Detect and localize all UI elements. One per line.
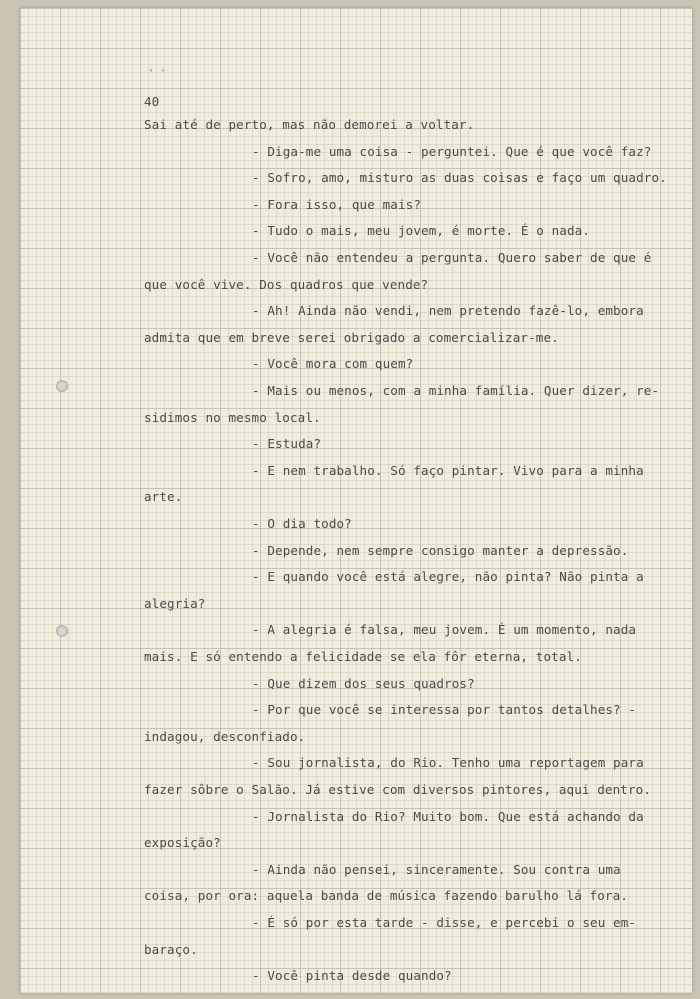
text-line: - A alegria é falsa, meu jovem. É um momento, nada — [252, 622, 637, 638]
text-line: - O dia todo? — [252, 516, 352, 531]
text-line: - Sou jornalista, do Rio. Tenho uma reportagem para — [252, 755, 644, 771]
text-line: exposição? — [144, 835, 221, 851]
page-number: 40 — [144, 94, 160, 109]
text-line: Sai até de perto, mas não demorei a voltar. — [144, 117, 475, 132]
text-line: - Você pinta desde quando? — [252, 968, 452, 984]
text-line: - Tudo o mais, meu jovem, é morte. É o nada. — [252, 223, 591, 239]
text-line: - Jornalista do Rio? Muito bom. Que está achando da — [252, 808, 644, 824]
text-line: - Mais ou menos, com a minha família. Quer dizer, re- — [252, 383, 660, 398]
page-mark: ' ' — [148, 68, 167, 79]
text-line: - E nem trabalho. Só faço pintar. Vivo para a minha — [252, 462, 644, 478]
punch-hole — [56, 625, 68, 637]
text-line: - É só por esta tarde - disse, e percebi o seu em- — [252, 915, 637, 930]
punch-hole — [56, 380, 68, 392]
text-line: coisa, por ora: aquela banda de música fazendo barulho lá fora. — [144, 888, 628, 904]
text-line: que você vive. Dos quadros que vende? — [144, 276, 429, 292]
text-line: fazer sôbre o Salão. Já estive com diversos pintores, aqui dentro. — [144, 782, 652, 797]
text-line: - Estuda? — [252, 436, 322, 452]
typewritten-page — [20, 8, 692, 993]
text-line: - Ah! Ainda não vendi, nem pretendo fazê-lo, embora — [252, 303, 644, 319]
text-line: arte. — [144, 489, 183, 505]
text-line: - Você mora com quem? — [252, 356, 414, 372]
text-line: - Diga-me uma coisa - perguntei. Que é que você faz? — [252, 143, 652, 159]
text-line: alegria? — [144, 595, 206, 611]
text-line: - Depende, nem sempre consigo manter a depressão. — [252, 542, 629, 558]
text-line: - Por que você se interessa por tantos detalhes? - — [252, 702, 637, 718]
text-line: - Sofro, amo, misturo as duas coisas e faço um quadro. — [252, 170, 667, 186]
text-line: indagou, desconfiado. — [144, 728, 306, 744]
text-line: baraço. — [144, 941, 198, 957]
text-line: - Ainda não pensei, sinceramente. Sou contra uma — [252, 861, 621, 877]
text-line: mais. E só entendo a felicidade se ela fôr eterna, total. — [144, 649, 582, 664]
text-line: sidimos no mesmo local. — [144, 409, 321, 425]
text-line: - Que dizem dos seus quadros? — [252, 675, 475, 691]
text-line: - Fora isso, que mais? — [252, 196, 422, 212]
text-line: - Você não entendeu a pergunta. Quero saber de que é — [252, 250, 652, 265]
text-line: admita que em breve serei obrigado a comercializar-me. — [144, 329, 559, 345]
text-line: - E quando você está alegre, não pinta? Não pinta a — [252, 569, 644, 585]
